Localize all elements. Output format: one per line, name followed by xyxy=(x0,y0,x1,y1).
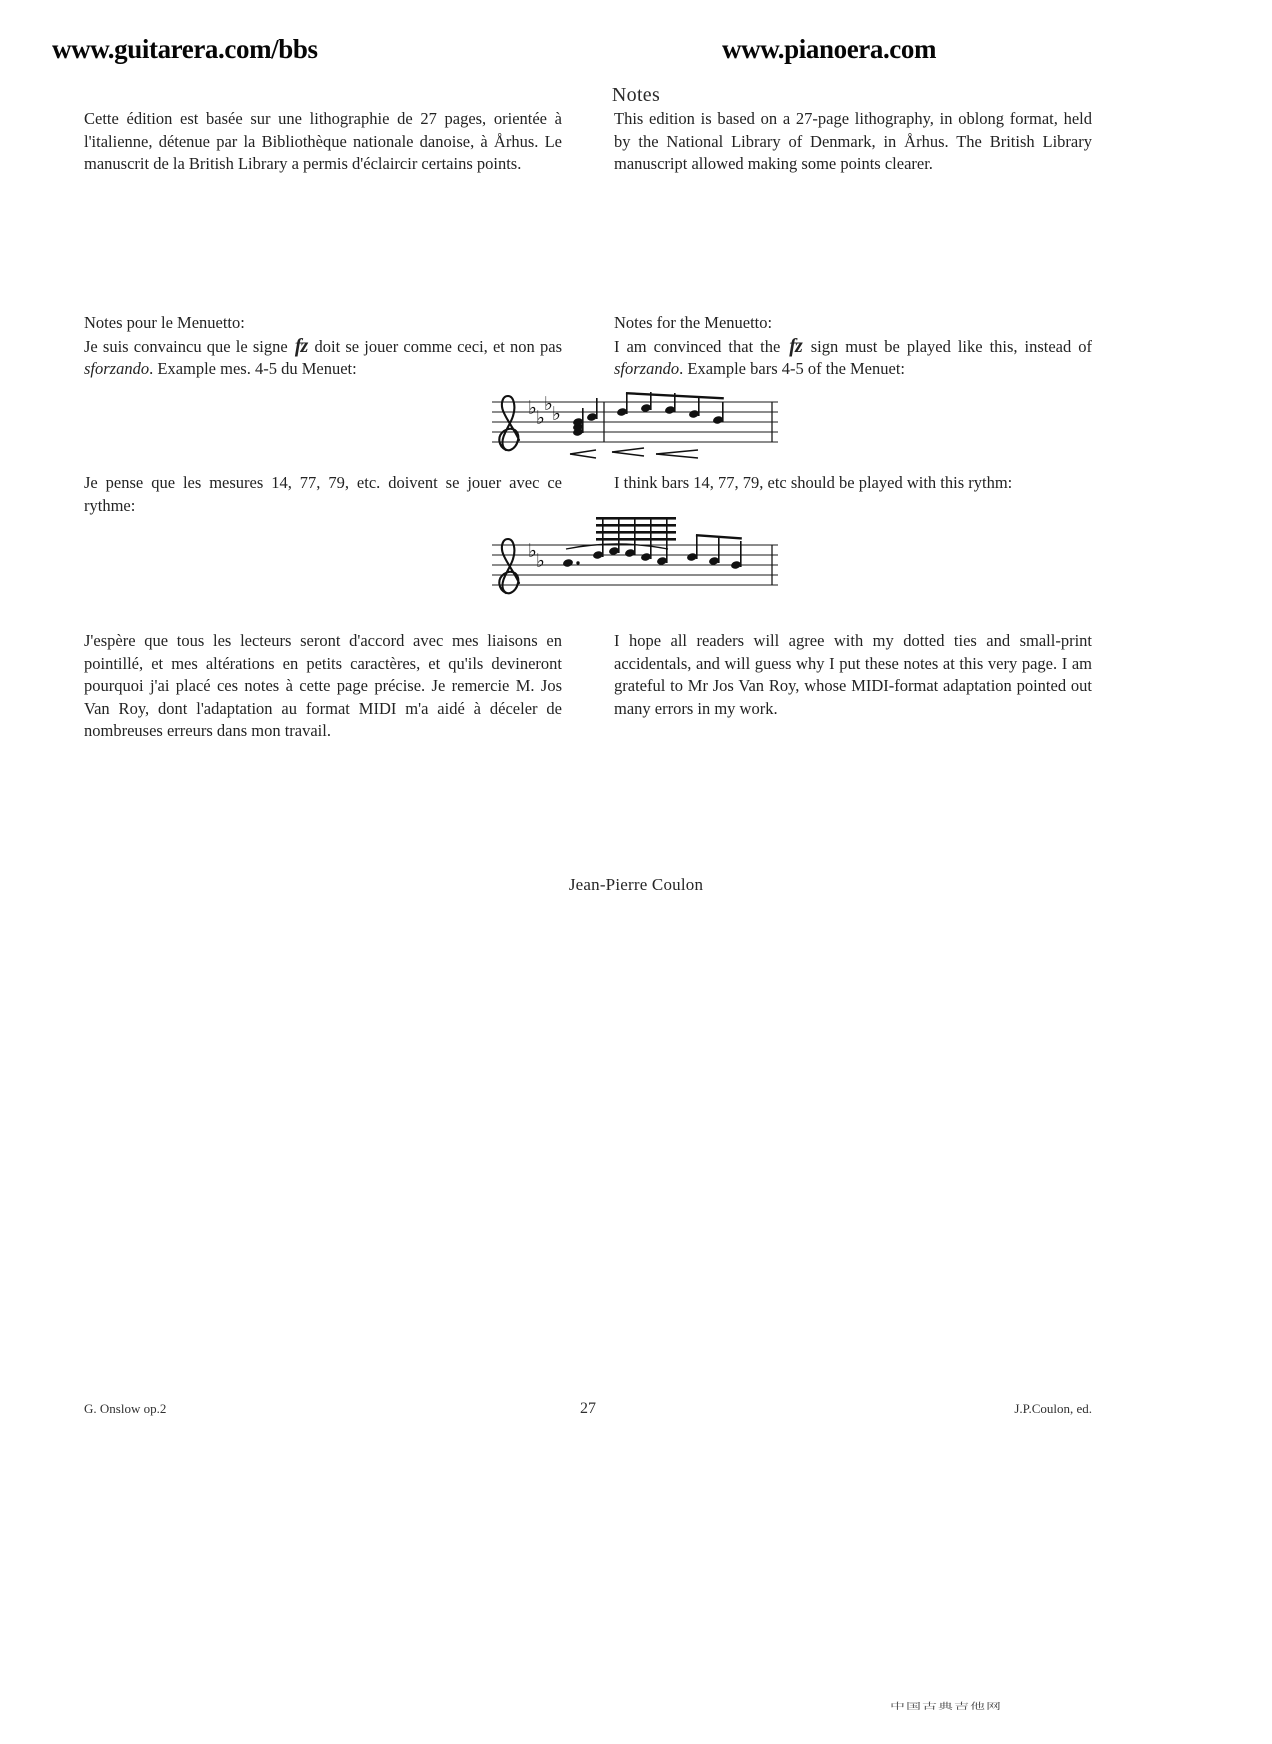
menuetto-english-column xyxy=(614,312,1092,381)
menuetto-english-part3: . Example bars 4-5 of the Menuet: xyxy=(679,359,906,378)
note-group-1 xyxy=(572,398,598,437)
banner-url-guitarera[interactable]: www.guitarera.com/bbs xyxy=(52,34,318,64)
page-title: Notes xyxy=(611,84,661,106)
closing-english-text: I hope all readers will agree with my dotted ties and small-print accidentals, and will guess why I put these notes at this very page. I am grateful to Mr Jos Van Roy, whose MIDI-format adaptation pointed out many errors in my work. xyxy=(614,631,1092,718)
footer-editor-credit: J.P.Coulon, ed. xyxy=(1014,1401,1092,1416)
music-example-rythme xyxy=(0,505,1272,613)
staff-notation-1 xyxy=(486,384,786,470)
dynamic-hairpins xyxy=(570,448,698,458)
footer-page-number: 27 xyxy=(580,1400,596,1417)
sforzando-term-french: sforzando xyxy=(84,359,150,378)
page-footer xyxy=(84,1400,1092,1418)
menuetto-french-part1: Je suis convaincu que le signe xyxy=(84,336,293,356)
menuetto-english-part1: I am convinced that the xyxy=(614,336,788,356)
rythme-english-text: I think bars 14, 77, 79, etc should be played with this rythm: xyxy=(614,473,1013,492)
closing-block xyxy=(84,630,1092,743)
closing-french-text: J'espère que tous les lecteurs seront d'accord avec mes liaisons en pointillé, et mes altérations en petits caractères, et qu'ils devineront pourquoi j'ai placé ces notes à cette page précise. Je remercie M. Jos Van Roy, dont l'adaptation au format MIDI m'a aidé à déceler de nombreuses erreurs dans mon travail. xyxy=(84,631,562,740)
beam-group xyxy=(596,517,676,541)
scan-edge-artifact xyxy=(890,1700,1190,1722)
svg-text:♭: ♭ xyxy=(528,540,537,562)
closing-english-column xyxy=(614,630,1092,743)
menuetto-french-text xyxy=(84,335,562,381)
svg-text:♭: ♭ xyxy=(536,407,545,429)
sforzando-term-english: sforzando xyxy=(614,359,680,378)
closing-french-column xyxy=(84,630,562,743)
note-group-2 xyxy=(616,392,724,425)
key-signature-flats xyxy=(528,393,561,429)
menuetto-english-part2: sign must be played like this, instead of xyxy=(803,336,1092,356)
intro-french-text: Cette édition est basée sur une lithographie de 27 pages, orientée à l'italienne, détenue par la Bibliothèque nationale danoise, à Århus. Le manuscrit de la British Library a permis d'éclaircir certains points. xyxy=(84,109,562,173)
author-signature: Jean-Pierre Coulon xyxy=(568,875,704,894)
menuetto-french-part3: . Example mes. 4-5 du Menuet: xyxy=(149,359,357,378)
fz-sign-french: fz xyxy=(294,334,308,357)
svg-text:♭: ♭ xyxy=(544,393,553,415)
svg-text:♭: ♭ xyxy=(536,550,545,572)
banner-url-pianoera[interactable]: www.pianoera.com xyxy=(722,34,937,64)
svg-text:♭: ♭ xyxy=(528,397,537,419)
intro-block xyxy=(84,108,1092,176)
music-example-menuetto xyxy=(0,384,1272,470)
scan-artifact-text: 中国古典吉他网 xyxy=(890,1702,1003,1711)
staff-notation-2 xyxy=(486,505,786,613)
menuetto-french-part2: doit se jouer comme ceci, et non pas xyxy=(309,336,562,356)
fz-sign-english: fz xyxy=(789,334,802,357)
intro-french-column xyxy=(84,108,562,176)
menuetto-english-text xyxy=(614,335,1092,381)
footer-work-reference: G. Onslow op.2 xyxy=(84,1401,167,1416)
intro-english-text: This edition is based on a 27-page lithography, in oblong format, held by the National Library of Denmark, in Århus. The British Library manuscript allowed making some points clearer. xyxy=(614,109,1092,173)
svg-text:♭: ♭ xyxy=(552,403,561,425)
menuetto-block xyxy=(84,312,1092,381)
intro-english-column xyxy=(614,108,1092,176)
menuetto-french-column xyxy=(84,312,562,381)
menuetto-french-heading: Notes pour le Menuetto: xyxy=(84,313,245,332)
menuetto-english-heading: Notes for the Menuetto: xyxy=(614,313,773,332)
rythme-french-text: Je pense que les mesures 14, 77, 79, etc. doivent se jouer avec ce rythme: xyxy=(84,473,562,515)
